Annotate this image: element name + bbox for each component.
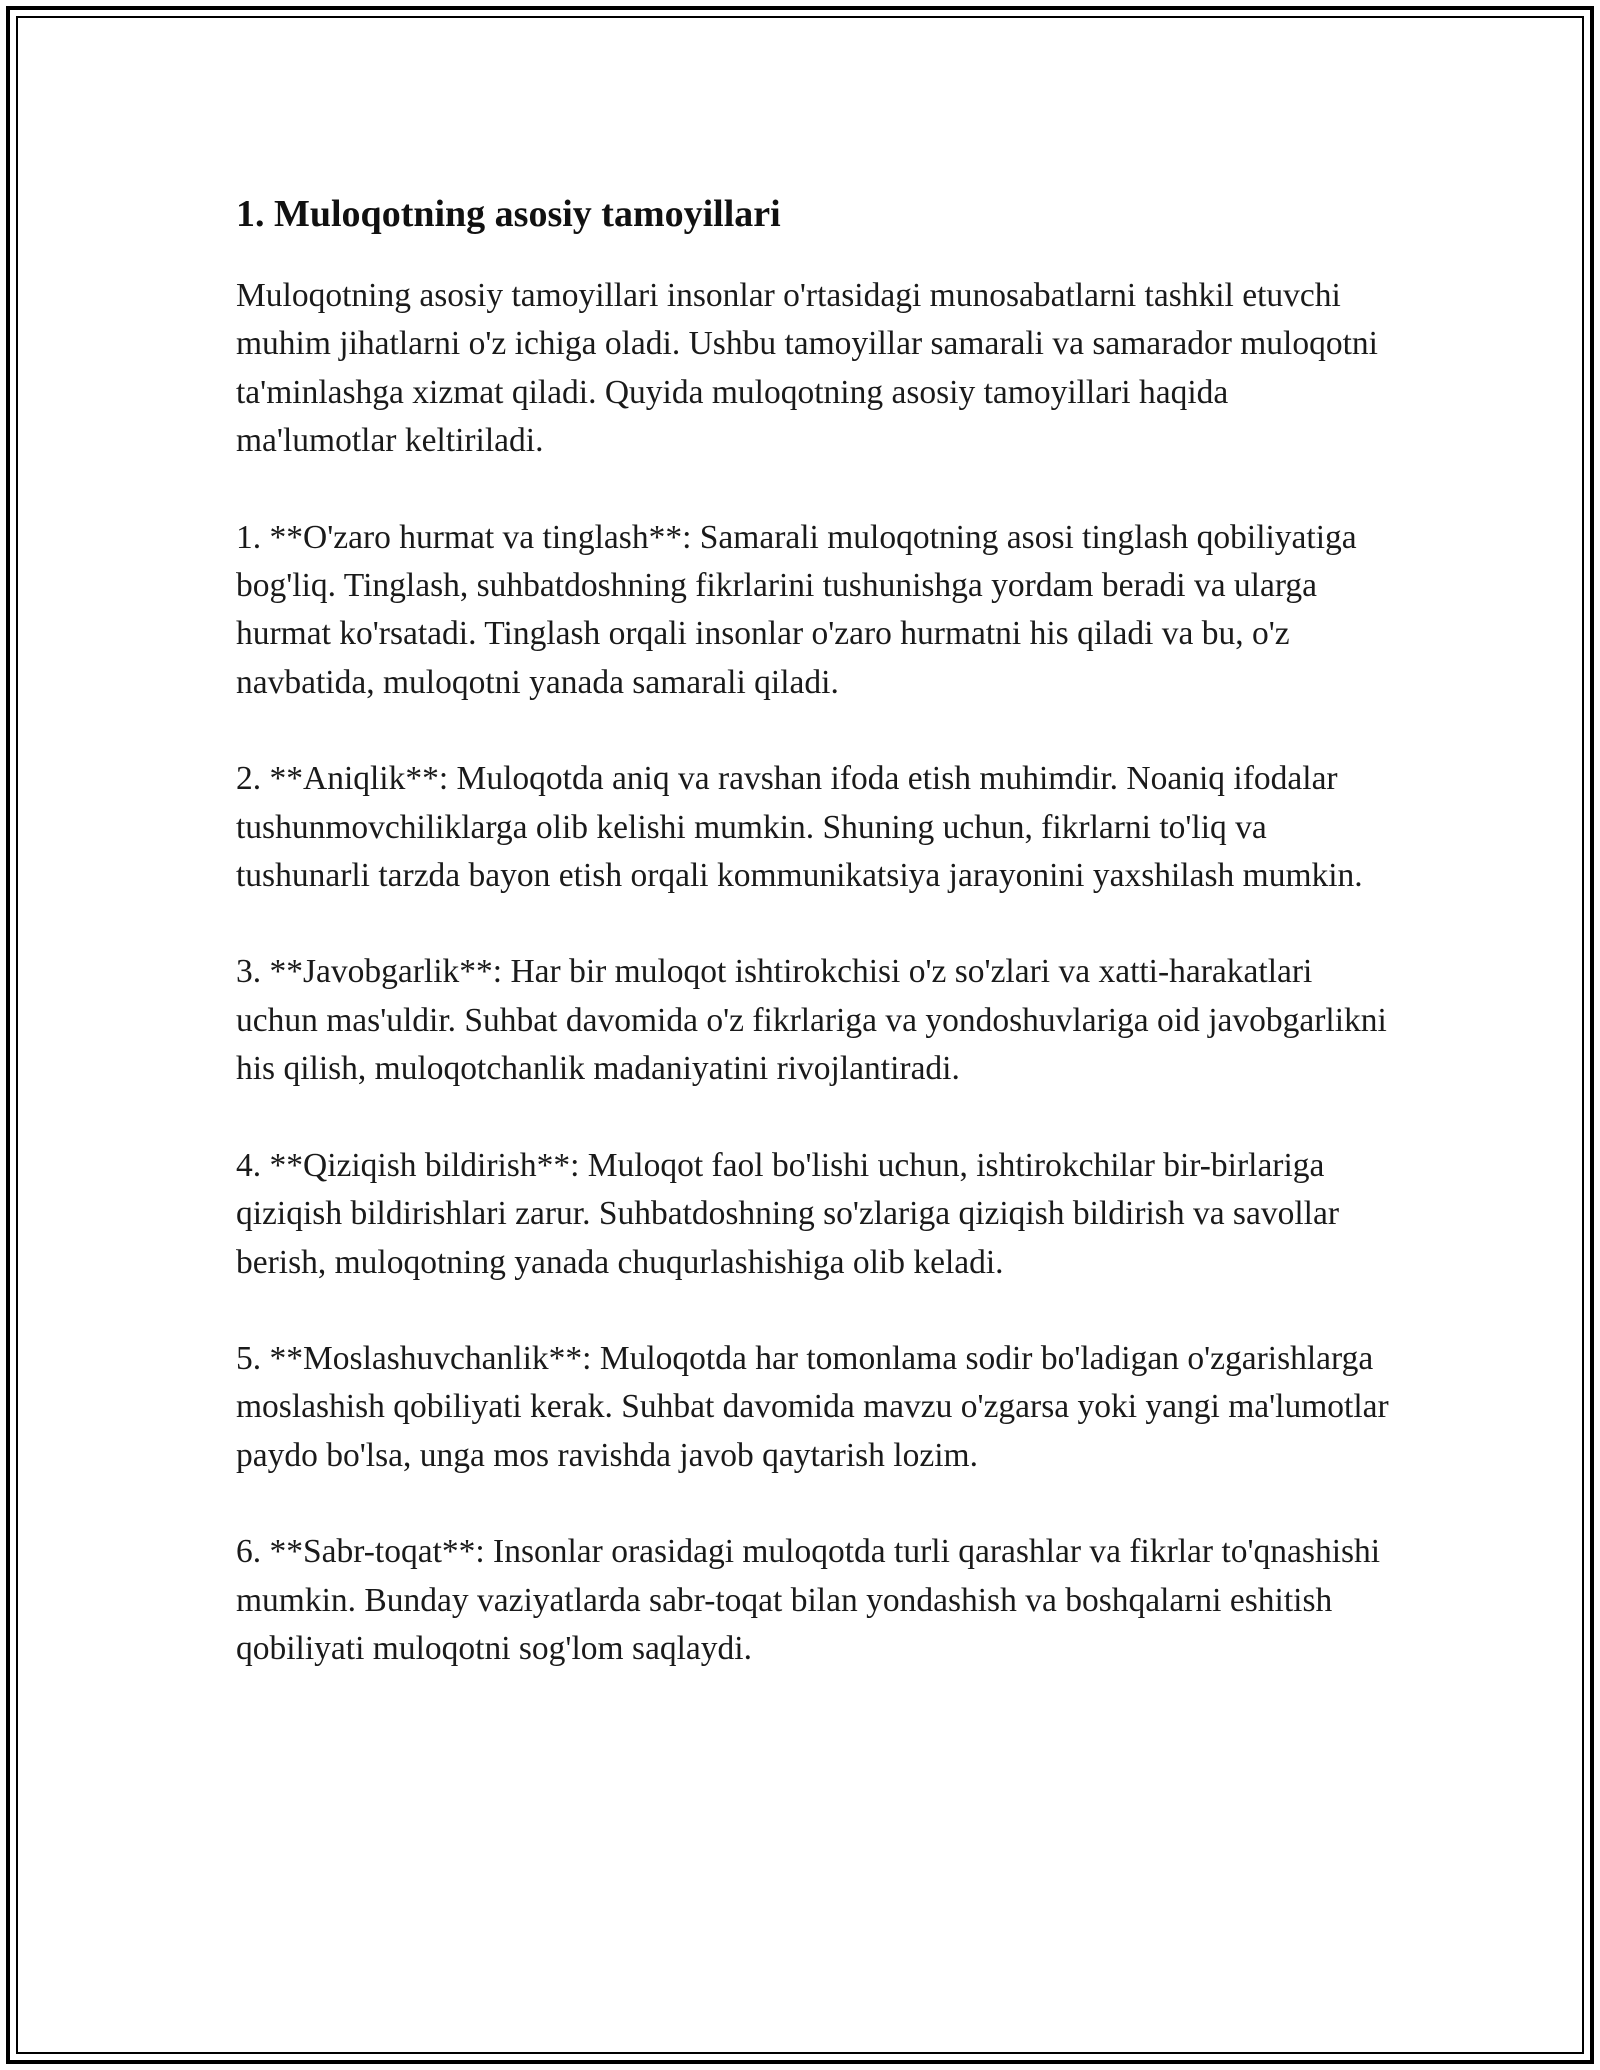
list-item: 2. **Aniqlik**: Muloqotda aniq va ravshan ifoda etish muhimdir. Noaniq ifodalar tushunmovchiliklarga olib kelishi mumkin. Shuning uchun, fikrlarni to'liq va tushunarli tarzda bayon etish orqali kommunikatsiya jarayonini yaxshilash mumkin. <box>236 760 1363 895</box>
list-item: 3. **Javobgarlik**: Har bir muloqot ishtirokchisi o'z so'zlari va xatti-harakatlari uchun mas'uldir. Suhbat davomida o'z fikrlariga va yondoshuvlariga oid javobgarlikni his qilish, muloqotchanlik madaniyatini rivojlantiradi. <box>236 953 1387 1088</box>
intro-paragraph: Muloqotning asosiy tamoyillari insonlar o'rtasidagi munosabatlarni tashkil etuvchi muhim jihatlarni o'z ichiga oladi. Ushbu tamoyillar samarali va samarador muloqotni ta'minlashga xizmat qiladi. Quyida muloqotning asosiy tamoyillari haqida ma'lumotlar keltiriladi. <box>236 277 1378 460</box>
section-title: 1. Muloqotning asosiy tamoyillari <box>236 193 781 235</box>
document-body <box>236 186 1396 1721</box>
list-item: 1. **O'zaro hurmat va tinglash**: Samarali muloqotning asosi tinglash qobiliyatiga bog'liq. Tinglash, suhbatdoshning fikrlarini tushunishga yordam beradi va ularga hurmat ko'rsatadi. Tinglash orqali insonlar o'zaro hurmatni his qiladi va bu, o'z navbatida, muloqotni yanada samarali qiladi. <box>236 518 1357 701</box>
list-item: 5. **Moslashuvchanlik**: Muloqotda har tomonlama sodir bo'ladigan o'zgarishlarga moslashish qobiliyati kerak. Suhbat davomida mavzu o'zgarsa yoki yangi ma'lumotlar paydo bo'lsa, unga mos ravishda javob qaytarish lozim. <box>236 1339 1389 1474</box>
list-item: 4. **Qiziqish bildirish**: Muloqot faol bo'lishi uchun, ishtirokchilar bir-birlariga qiziqish bildirishlari zarur. Suhbatdoshning so'zlariga qiziqish bildirish va savollar berish, muloqotning yanada chuqurlashishiga olib keladi. <box>236 1146 1339 1281</box>
list-item: 6. **Sabr-toqat**: Insonlar orasidagi muloqotda turli qarashlar va fikrlar to'qnashishi mumkin. Bunday vaziyatlarda sabr-toqat bilan yondashish va boshqalarni eshitish qobiliyati muloqotni sog'lom saqlaydi. <box>236 1533 1381 1667</box>
